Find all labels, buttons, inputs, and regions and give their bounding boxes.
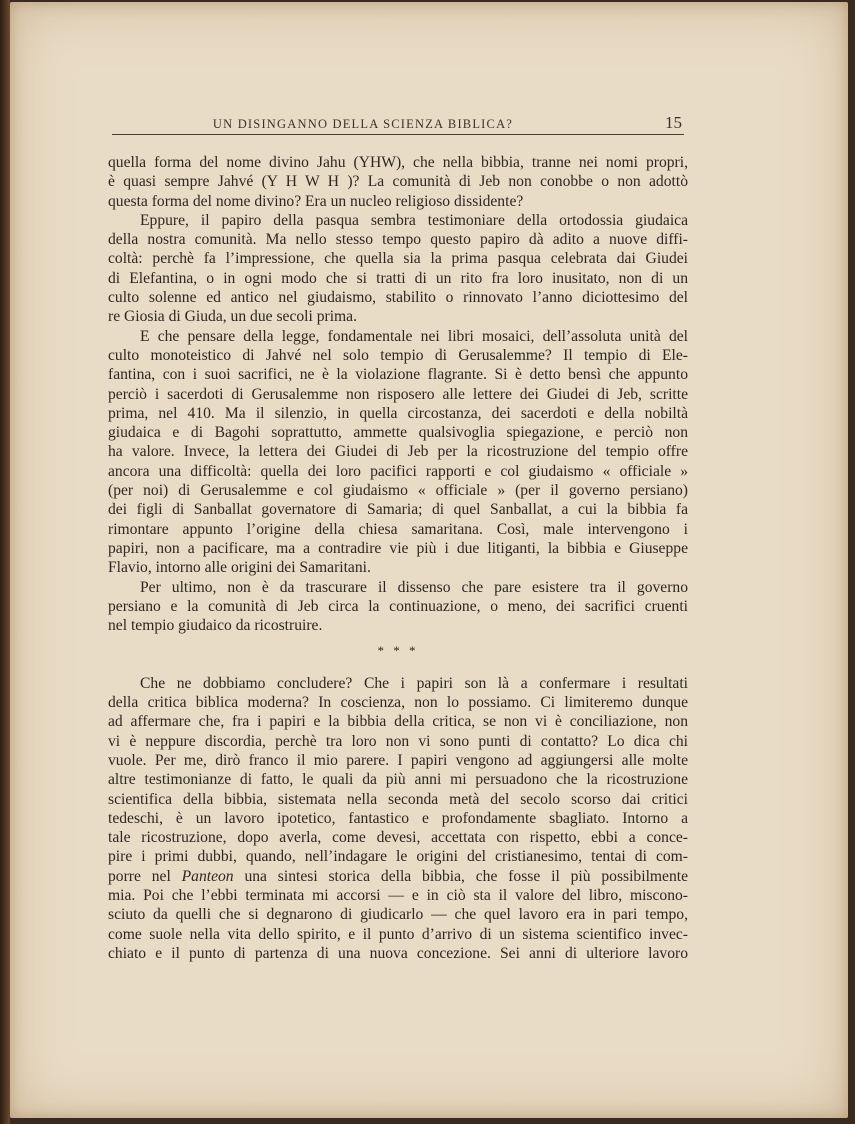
text-line: persiano e la comunità di Jeb circa la continuazione, o meno, dei sacrifici cruenti [108,597,688,615]
text-line: altre testimonianze di fatto, le quali da più anni mi persuadono che la ricostruzione [108,771,688,789]
text-line: culto monoteistico di Jahvé nel solo tempio di Gerusalemme? Il tempio di Ele- [108,346,688,364]
text-fragment: porre nel [108,867,182,885]
text-line: questa forma del nome divino? Era un nucleo religioso dissidente? [108,192,524,210]
text-line: E che pensare della legge, fondamentale nei libri mosaici, dell’assoluta unità del [140,327,688,345]
text-line: re Giosia di Giuda, un due secoli prima. [108,308,358,326]
text-line: ancora una difficoltà: quella dei loro pacifici rapporti e col giudaismo « officiale » [108,462,688,480]
text-line: vuole. Per me, dirò franco il mio parere. I papiri vengono ad aggiungersi alle molte [108,751,688,769]
page-edge [0,0,10,1124]
text-line: papiri, non a pacificare, ma a contradire vie più i due litiganti, la bibbia e Giuseppe [108,539,688,557]
text-line: giudaica e di Bagohi soprattutto, ammette qualsivoglia spiegazione, e perciò non [108,424,688,442]
text-line: scientifica della bibbia, sistemata nella seconda metà del secolo scorso dai critici [108,790,688,808]
text-line: vi è neppure discordia, perchè tra loro non vi sono punti di contatto? Lo dica chi [108,732,688,750]
text-line: quella forma del nome divino Jahu (YHW), che nella bibbia, tranne nei nomi propri, [108,154,688,171]
text-line: è quasi sempre Jahvé (Y H W H )? La comunità di Jeb non conobbe o non adottò [108,173,688,191]
text-line: chiato e il punto di partenza di una nuova concezione. Sei anni di ulteriore lavoro [108,944,688,962]
text-line: nel tempio giudaico da ricostruire. [108,617,323,635]
text-line: della critica biblica moderna? In coscienza, non lo possiamo. Ci limiteremo dunque [108,694,688,712]
text-line [108,867,688,886]
page-number: 15 [665,113,682,132]
text-line: culto solenne ed antico nel giudaismo, stabilito o rinnovato l’anno diciottesimo del [108,289,688,307]
running-header [112,112,684,134]
italic-title: Panteon [181,867,234,885]
text-line: ha valore. Invece, la lettera dei Giudei di Jeb per la ricostruzione del tempio offre [108,443,688,461]
text-line: di Elefantina, o in ogni modo che si tratti di un rito fra loro inusitato, non di un [108,269,688,287]
text-block-1 [108,153,688,635]
text-line: tale ricostruzione, dopo averla, come devesi, accettata con rispetto, ebbi a conce- [108,829,688,847]
text-line: coltà: perchè fa l’impressione, che quella sia la prima pasqua celebrata dai Giudei [108,250,688,268]
text-fragment: una sintesi storica della bibbia, che fosse il più possibilmente [233,867,688,885]
text-line: tedeschi, è un lavoro ipotetico, fantastico e profondamente sbagliato. Intorno a [108,809,688,827]
text-line: rimontare appunto l’origine della chiesa samaritana. Così, male intervengono i [108,520,688,538]
text-line: sciuto da quelli che si degnarono di giudicarlo — che quel lavoro era in pari tempo, [108,906,688,924]
section-separator: * * * [377,643,419,659]
text-line: Eppure, il papiro della pasqua sembra testimoniare della ortodossia giudaica [140,211,688,229]
text-line: perciò i sacerdoti di Gerusalemme non risposero alle lettere dei Giudei di Jeb, scritte [108,385,688,403]
text-line: fantina, con i suoi sacrifici, ne è la violazione flagrante. Si è detto bensì che appunto [108,366,688,384]
text-line: ad affermare che, fra i papiri e la bibbia della critica, se non vi è conciliazione, non [108,713,688,731]
text-line: pire i primi dubbi, quando, nell’indagare le origini del cristianesimo, tentai di com- [108,848,688,866]
text-line: prima, nel 410. Ma il silenzio, in quella circostanza, dei sacerdoti e della nobiltà [108,404,688,422]
text-line: della nostra comunità. Ma nello stesso tempo questo papiro dà adito a nuove diffi- [108,231,688,249]
text-line: Flavio, intorno alle origini dei Samaritani. [108,559,371,577]
body-text [108,153,688,963]
text-line: (per noi) di Gerusalemme e col giudaismo « officiale » (per il governo persiano) [108,482,688,500]
text-line: Per ultimo, non è da trascurare il dissenso che pare esistere tra il governo [140,578,688,596]
text-line: come suole nella vita dello spirito, e il punto d’arrivo di un sistema scientifico invec- [108,925,688,943]
text-line: Che ne dobbiamo concludere? Che i papiri son là a confermare i resultati [140,674,688,692]
text-line: mia. Poi che l’ebbi terminata mi accorsi — e in ciò sta il valore del libro, miscono- [108,886,688,904]
running-title: UN DISINGANNO DELLA SCIENZA BIBLICA? [212,117,514,131]
header-rule [112,134,684,135]
text-line: dei figli di Sanballat governatore di Samaria; di quel Sanballat, a cui la bibbia fa [108,501,688,519]
text-block-2 [108,674,688,963]
